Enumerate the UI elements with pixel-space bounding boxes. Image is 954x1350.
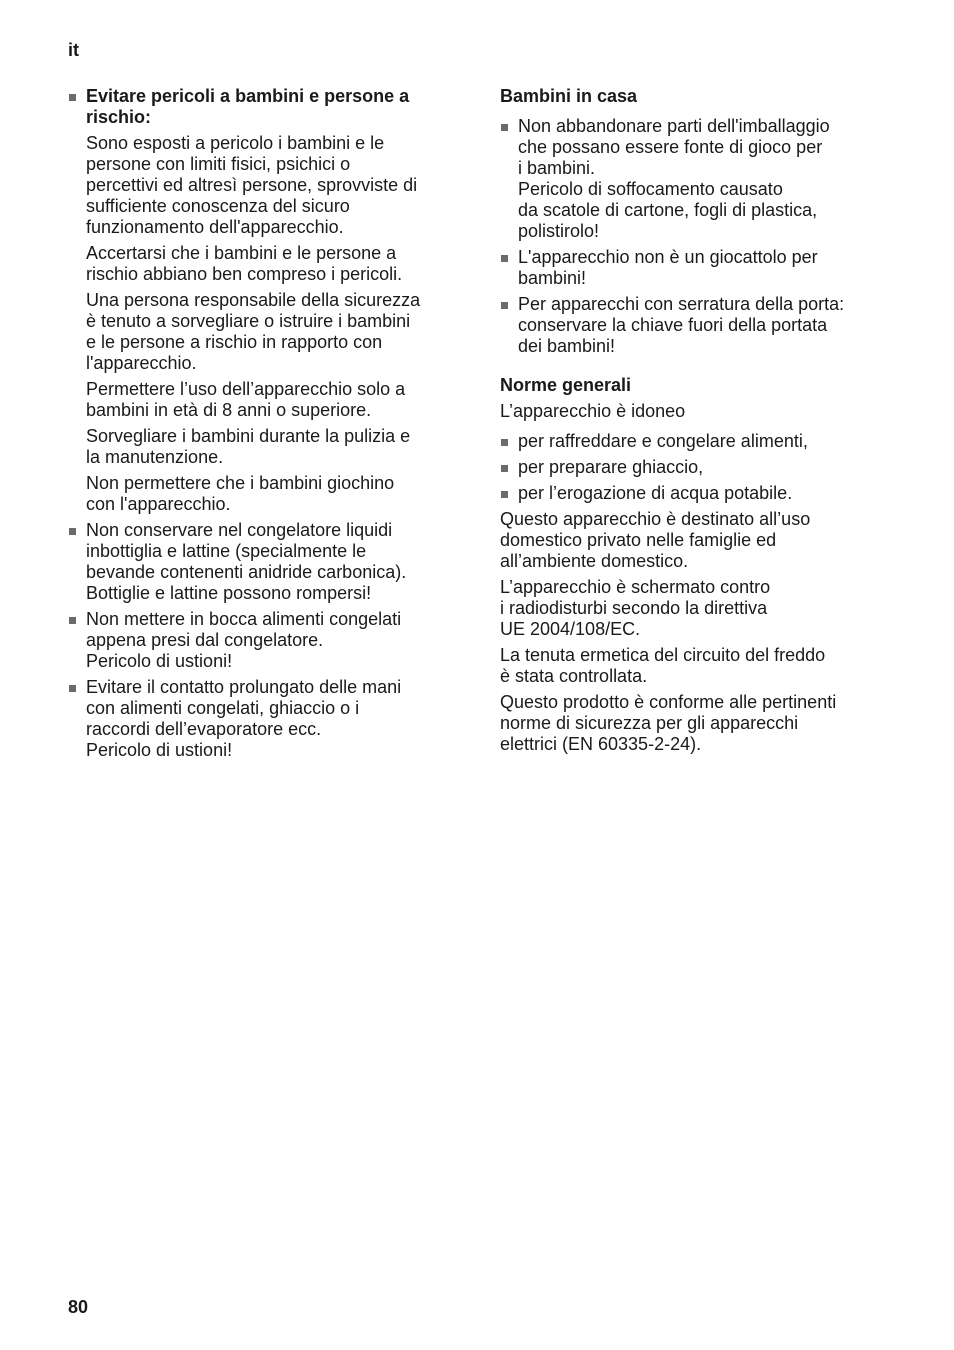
item-text: Non conservare nel congelatore liquidi inbottiglia e lattine (specialmente le bevande contenenti anidride carbonica). Bottiglie e lattine possono rompersi! — [86, 520, 407, 603]
item-text: Per apparecchi con serratura della porta: conservare la chiave fuori della portata dei bambini! — [518, 294, 845, 356]
item-text: Non mettere in bocca alimenti congelati appena presi dal congelatore. Pericolo di ustioni! — [86, 609, 402, 671]
paragraph: Questo prodotto è conforme alle pertinenti norme di sicurezza per gli apparecchi elettrici (EN 60335-2-24). — [500, 692, 837, 754]
square-bullet-icon — [501, 491, 508, 498]
paragraph: Una persona responsabile della sicurezza è tenuto a sorvegliare o istruire i bambini e le persone a rischio in rapporto con l'apparecchio. — [86, 290, 421, 373]
intro-text: L’apparecchio è idoneo — [500, 401, 686, 421]
list-item — [500, 457, 890, 478]
square-bullet-icon — [69, 685, 76, 692]
list-item — [500, 431, 890, 452]
language-code: it — [68, 40, 79, 60]
list-item — [68, 677, 456, 761]
list-item — [500, 483, 890, 504]
paragraph: Questo apparecchio è destinato all’uso domestico privato nelle famiglie ed all’ambiente domestico. — [500, 509, 811, 571]
section-heading-kids: Bambini in casa — [500, 86, 638, 106]
list-item — [68, 520, 456, 604]
paragraph: Non permettere che i bambini giochino con l'apparecchio. — [86, 473, 395, 514]
square-bullet-icon — [501, 465, 508, 472]
square-bullet-icon — [501, 124, 508, 131]
item-title: Evitare pericoli a bambini e persone a rischio: — [86, 86, 410, 127]
square-bullet-icon — [69, 528, 76, 535]
list-item — [500, 294, 890, 357]
paragraph: Accertarsi che i bambini e le persone a rischio abbiano ben compreso i pericoli. — [86, 243, 403, 284]
square-bullet-icon — [501, 302, 508, 309]
list-item — [68, 609, 456, 672]
paragraph: Sono esposti a pericolo i bambini e le persone con limiti fisici, psichici o percettivi ed altresì persone, sprovviste di sufficiente conoscenza del sicuro funzionamento dell'apparecchio. — [86, 133, 418, 237]
paragraph: Sorvegliare i bambini durante la pulizia e la manutenzione. — [86, 426, 411, 467]
paragraph: La tenuta ermetica del circuito del freddo è stata controllata. — [500, 645, 826, 686]
item-text: L'apparecchio non è un giocattolo per bambini! — [518, 247, 818, 288]
square-bullet-icon — [69, 94, 76, 101]
list-item — [500, 116, 890, 242]
paragraph: L’apparecchio è schermato contro i radiodisturbi secondo la direttiva UE 2004/108/EC. — [500, 577, 771, 639]
item-text: Evitare il contatto prolungato delle mani con alimenti congelati, ghiaccio o i raccordi dell’evaporatore ecc. Pericolo di ustioni! — [86, 677, 402, 760]
right-column — [500, 86, 890, 760]
list-item — [68, 86, 456, 515]
square-bullet-icon — [501, 255, 508, 262]
item-text: Non abbandonare parti dell'imballaggio che possano essere fonte di gioco per i bambini. Pericolo di soffocamento causato da scatole di cartone, fogli di plastica, polistirolo! — [518, 116, 830, 241]
square-bullet-icon — [501, 439, 508, 446]
page-number: 80 — [68, 1297, 89, 1317]
list-item — [500, 247, 890, 289]
left-column — [68, 86, 456, 766]
item-text: per raffreddare e congelare alimenti, — [518, 431, 808, 451]
square-bullet-icon — [69, 617, 76, 624]
paragraph: Permettere l’uso dell’apparecchio solo a bambini in età di 8 anni o superiore. — [86, 379, 406, 420]
item-text: per preparare ghiaccio, — [518, 457, 704, 477]
section-heading-general: Norme generali — [500, 375, 632, 395]
item-text: per l’erogazione di acqua potabile. — [518, 483, 793, 503]
